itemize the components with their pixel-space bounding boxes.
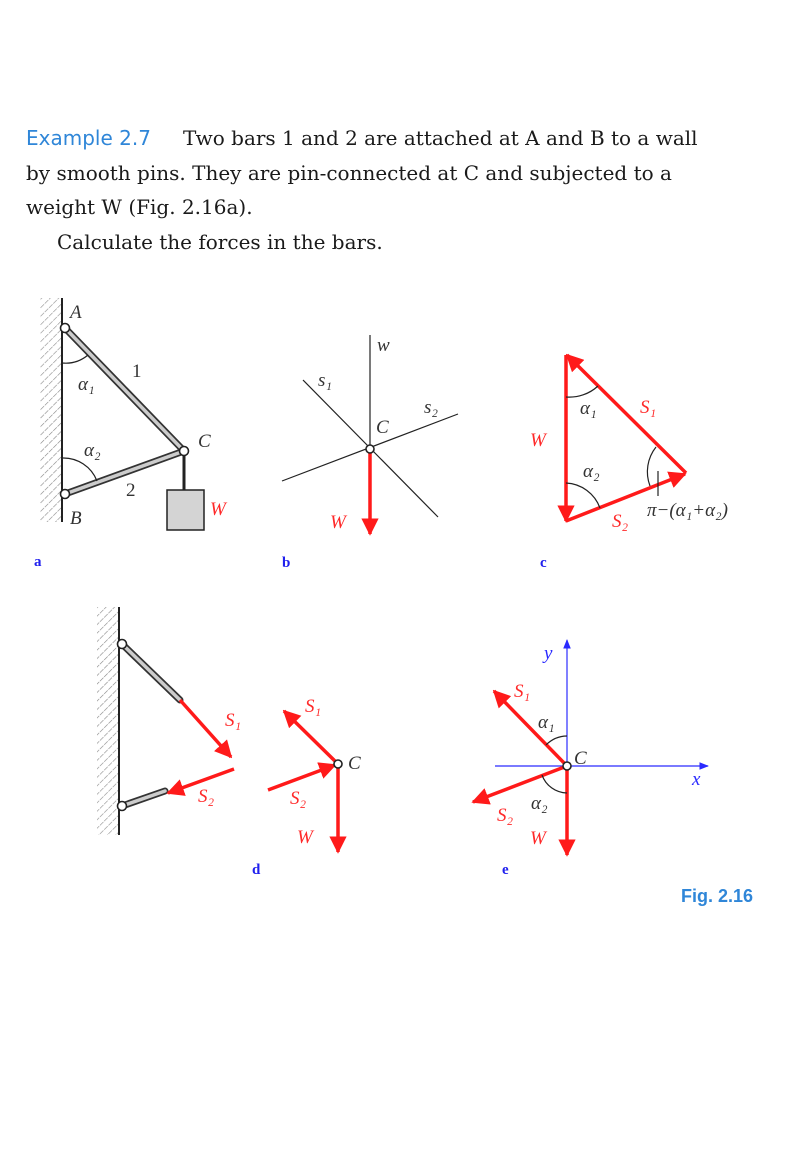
label-S2: S₂ <box>290 788 307 809</box>
pin-C <box>563 762 571 770</box>
label-S2: S₂ <box>497 805 514 826</box>
panel-label-b: b <box>282 555 291 571</box>
label-alpha2: α₂ <box>84 440 101 461</box>
panel-label-a: a <box>34 554 42 570</box>
angle-arc-alpha2 <box>542 775 567 793</box>
pin-B <box>61 490 70 499</box>
pin-C <box>366 445 374 453</box>
panel-a-structure <box>34 298 228 570</box>
label-angle: π−(α₁+α₂) <box>647 500 728 521</box>
label-W: W <box>530 828 546 849</box>
label-alpha1: α₁ <box>78 374 95 395</box>
label-alpha1: α₁ <box>580 398 597 419</box>
angle-arc-alpha1 <box>62 355 88 363</box>
weight-block <box>167 490 204 530</box>
figure-number: Fig. 2.16 <box>681 886 754 906</box>
pin-A <box>61 324 70 333</box>
label-B: B <box>70 508 82 529</box>
label-s1: s₁ <box>318 370 332 391</box>
panel-b-lines-of-action <box>282 335 458 571</box>
text-line-2: by smooth pins. They are pin-connected at C and subjected to a <box>26 161 672 185</box>
label-W: W <box>297 827 313 848</box>
label-s2: s₂ <box>424 397 438 418</box>
label-w: w <box>377 335 390 356</box>
angle-arc-alpha1 <box>566 386 598 397</box>
arrow-S2-on-C <box>268 765 335 790</box>
angle-arc-pi <box>647 447 656 486</box>
label-A: A <box>70 302 82 323</box>
label-alpha2: α₂ <box>531 793 548 814</box>
label-W: W <box>530 430 546 451</box>
panel-label-d: d <box>252 862 261 878</box>
label-S1: S₁ <box>640 397 657 418</box>
label-bar-2: 2 <box>126 480 136 501</box>
label-S2-left: S₂ <box>198 786 215 807</box>
label-S2: S₂ <box>612 511 629 532</box>
label-C: C <box>198 431 211 452</box>
label-S1: S₁ <box>305 696 322 717</box>
panel-d-free-body <box>97 607 361 878</box>
panel-label-c: c <box>540 555 547 571</box>
angle-arc-alpha2 <box>566 483 600 508</box>
text-line-4: Calculate the forces in the bars. <box>57 230 383 254</box>
panel-e-coordinates <box>473 640 708 878</box>
label-bar-1: 1 <box>132 361 142 382</box>
arrow-S1 <box>494 691 567 766</box>
label-y: y <box>544 643 553 664</box>
label-S1: S₁ <box>514 681 531 702</box>
label-C: C <box>376 417 389 438</box>
example-text <box>26 126 698 254</box>
label-W: W <box>330 512 346 533</box>
pin-C <box>334 760 342 768</box>
wall-hatch <box>40 298 62 522</box>
label-C: C <box>574 748 587 769</box>
angle-arc-alpha2 <box>62 458 97 481</box>
wall-hatch <box>97 607 119 835</box>
angle-arc-alpha1 <box>546 736 567 745</box>
pin-C <box>180 447 189 456</box>
arrow-S1-on-C <box>284 711 338 764</box>
example-heading: Example 2.7 <box>26 126 151 150</box>
label-alpha1: α₁ <box>538 712 555 733</box>
label-C: C <box>348 753 361 774</box>
text-line-3: weight W (Fig. 2.16a). <box>26 195 253 219</box>
arrow-S1-on-bar <box>180 700 231 757</box>
label-alpha2: α₂ <box>583 461 600 482</box>
panel-label-e: e <box>502 862 509 878</box>
arrow-S2 <box>473 766 567 802</box>
text-line-1: Two bars 1 and 2 are attached at A and B to a wall <box>183 126 698 150</box>
label-x: x <box>692 769 701 790</box>
label-W: W <box>210 499 226 520</box>
panel-c-force-triangle <box>530 355 728 571</box>
label-S1-left: S₁ <box>225 710 242 731</box>
